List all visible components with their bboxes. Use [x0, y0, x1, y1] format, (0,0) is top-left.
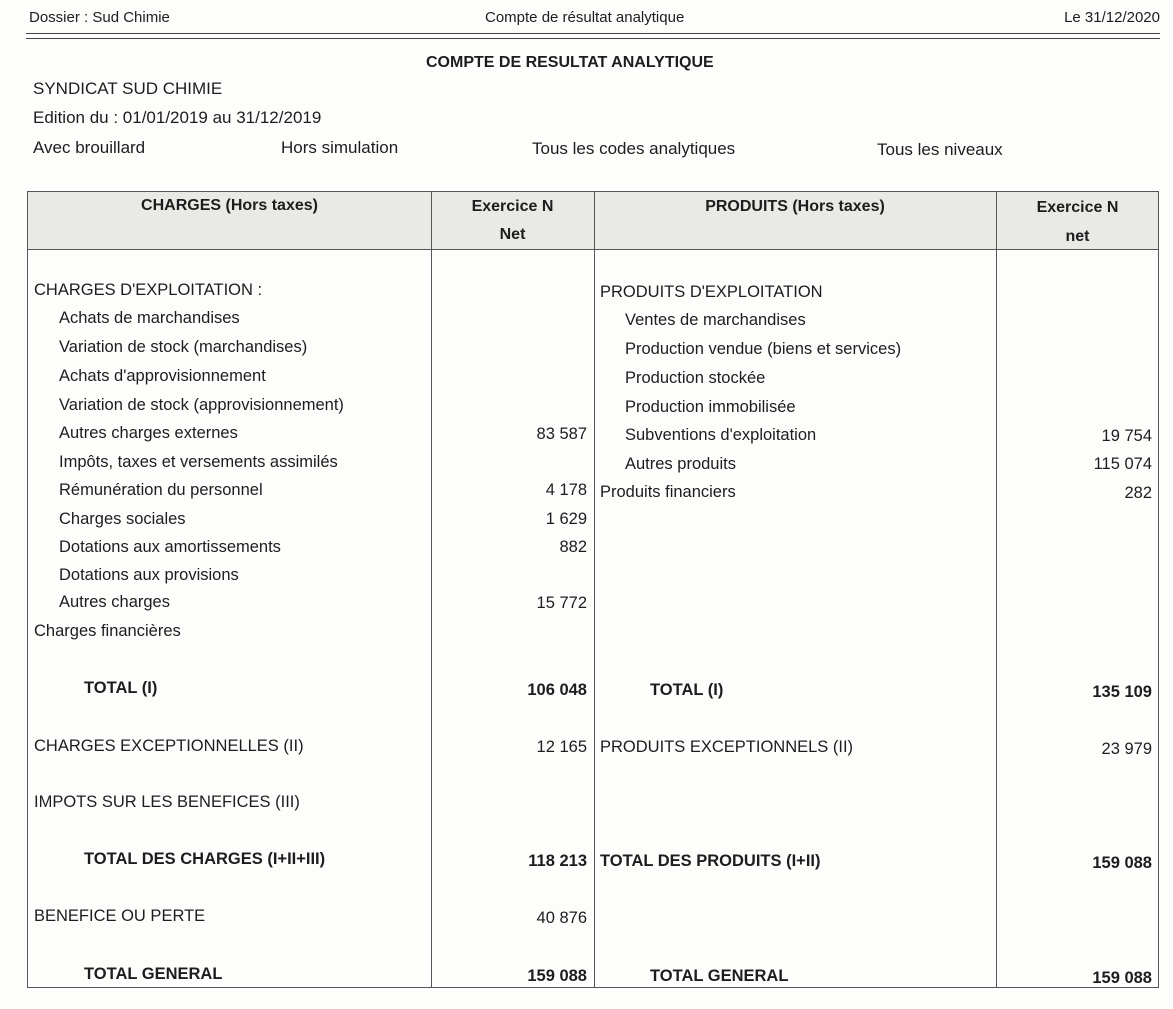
- charges-row-value: 4 178: [545, 481, 587, 499]
- charges-row-label: IMPOTS SUR LES BENEFICES (III): [34, 793, 300, 811]
- charges-total-value: 118 213: [528, 852, 587, 870]
- charges-row-label: Dotations aux amortissements: [59, 538, 281, 556]
- produits-row-label: PRODUITS D'EXPLOITATION: [600, 283, 823, 301]
- charges-row-label: CHARGES EXCEPTIONNELLES (II): [34, 737, 304, 755]
- charges-total-general-value: 159 088: [527, 967, 587, 985]
- header-charges: CHARGES (Hors taxes): [141, 197, 318, 214]
- charges-total-label: TOTAL DES CHARGES (I+II+III): [84, 850, 326, 868]
- column-divider-1: [431, 192, 432, 987]
- charges-row-label: Impôts, taxes et versements assimilés: [59, 453, 338, 471]
- charges-total-i-value: 106 048: [527, 681, 587, 699]
- produits-total-i-label: TOTAL (I): [650, 681, 724, 699]
- company-name: SYNDICAT SUD CHIMIE: [33, 79, 223, 98]
- report-subtitle: Compte de résultat analytique: [485, 9, 685, 26]
- benefice-value: 40 876: [536, 909, 587, 927]
- produits-row-label: PRODUITS EXCEPTIONNELS (II): [600, 738, 854, 756]
- header-exercice-right: Exercice N: [1036, 199, 1119, 216]
- result-table: [27, 191, 1159, 988]
- report-date: Le 31/12/2020: [1064, 9, 1160, 26]
- option-simulation: Hors simulation: [281, 138, 399, 157]
- charges-row-value: 15 772: [536, 594, 587, 612]
- charges-row-value: 1 629: [545, 510, 587, 528]
- charges-total-i-label: TOTAL (I): [84, 679, 158, 697]
- produits-total-general-label: TOTAL GENERAL: [650, 967, 789, 985]
- produits-row-value: 19 754: [1101, 427, 1152, 445]
- charges-row-label: Achats de marchandises: [59, 309, 240, 327]
- produits-row-label: Production vendue (biens et services): [625, 340, 902, 358]
- charges-row-label: Dotations aux provisions: [59, 566, 239, 584]
- charges-row-label: Autres charges externes: [59, 424, 238, 442]
- option-niveaux: Tous les niveaux: [877, 140, 1003, 159]
- produits-row-label: Production stockée: [625, 369, 766, 387]
- produits-row-label: Subventions d'exploitation: [625, 426, 817, 444]
- charges-row-value: 882: [559, 538, 587, 556]
- benefice-label: BENEFICE OU PERTE: [34, 907, 206, 925]
- option-codes: Tous les codes analytiques: [532, 139, 736, 158]
- produits-total-i-value: 135 109: [1092, 683, 1152, 701]
- charges-row-label: Achats d'approvisionnement: [59, 367, 266, 385]
- column-divider-3: [996, 192, 997, 987]
- header-exercice-left: Exercice N: [471, 198, 554, 215]
- column-divider-2: [594, 192, 595, 987]
- charges-row-label: Variation de stock (marchandises): [59, 338, 308, 356]
- produits-row-label: Ventes de marchandises: [625, 311, 806, 329]
- produits-total-value: 159 088: [1092, 854, 1152, 872]
- produits-total-general-value: 159 088: [1092, 969, 1152, 987]
- header-rule-top: [26, 33, 1160, 34]
- charges-row-value: 83 587: [536, 425, 587, 443]
- charges-row-label: Rémunération du personnel: [59, 481, 263, 499]
- charges-row-label: Autres charges: [59, 593, 170, 611]
- produits-row-value: 282: [1124, 484, 1152, 502]
- option-brouillard: Avec brouillard: [33, 138, 146, 157]
- charges-row-label: Charges financières: [34, 622, 181, 640]
- produits-row-value: 115 074: [1093, 455, 1152, 473]
- produits-row-label: Production immobilisée: [625, 398, 796, 416]
- dossier-label: Dossier : Sud Chimie: [29, 9, 170, 26]
- charges-row-label: CHARGES D'EXPLOITATION :: [34, 281, 263, 299]
- charges-total-general-label: TOTAL GENERAL: [84, 965, 223, 983]
- header-net-left: Net: [499, 226, 526, 243]
- page-title: COMPTE DE RESULTAT ANALYTIQUE: [426, 54, 714, 71]
- produits-row-label: Autres produits: [625, 455, 736, 473]
- header-net-right: net: [1065, 228, 1090, 245]
- charges-row-label: Charges sociales: [59, 510, 186, 528]
- charges-row-label: Variation de stock (approvisionnement): [59, 396, 344, 414]
- produits-row-label: Produits financiers: [600, 483, 736, 501]
- produits-row-value: 23 979: [1101, 740, 1152, 758]
- charges-row-value: 12 165: [536, 738, 587, 756]
- edition-period: Edition du : 01/01/2019 au 31/12/2019: [33, 108, 322, 127]
- produits-total-label: TOTAL DES PRODUITS (I+II): [600, 852, 821, 870]
- header-rule-bottom: [26, 38, 1160, 39]
- header-produits: PRODUITS (Hors taxes): [705, 198, 885, 215]
